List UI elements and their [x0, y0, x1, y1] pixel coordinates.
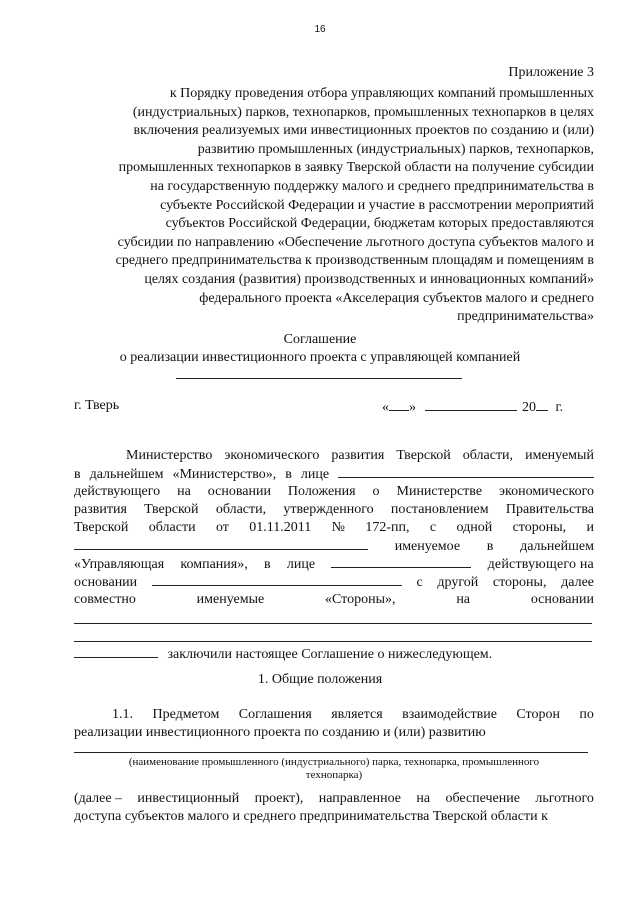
word: области [148, 520, 196, 535]
agreement-subtitle: о реализации инвестиционного проекта с управляющей компанией [119, 350, 521, 365]
date-month-blank [425, 398, 517, 411]
word: далее [561, 575, 594, 590]
appendix-line: субсидии по направлению «Обеспечение льготного доступа субъектов малого и [117, 234, 594, 250]
date-day-blank [389, 398, 409, 411]
word: 1.1. [112, 707, 133, 722]
basis-document-blank [74, 629, 592, 642]
word: совместно [74, 592, 136, 607]
word: в [264, 557, 271, 572]
text-line: реализации инвестиционного проекта по созданию и (или) развитию [74, 725, 486, 740]
word: стороны, [492, 575, 547, 590]
text-line [74, 555, 594, 573]
date-line [382, 398, 563, 416]
word: основании [530, 592, 594, 607]
concluding-phrase: заключили настоящее Соглашение о нижеследующем. [167, 647, 493, 662]
word: по [579, 707, 594, 722]
word: стороны, [512, 520, 567, 535]
word: дальнейшем [520, 539, 594, 554]
word: Тверской [74, 520, 129, 535]
word: 172-пп, [365, 520, 410, 535]
preamble [74, 447, 594, 663]
appendix-line: федерального проекта «Акселерация субъектов малого и среднего [199, 290, 594, 306]
word: Предметом [152, 707, 220, 722]
word: с [429, 520, 437, 535]
word: «Министерство», [172, 467, 277, 482]
word: в [486, 539, 494, 554]
word: на [416, 791, 431, 806]
text-line [74, 591, 594, 609]
word: действующего [74, 484, 161, 499]
text-line [74, 645, 594, 663]
word: лице [286, 557, 316, 572]
word: лице [300, 467, 330, 482]
appendix-text [74, 85, 594, 327]
word: инвестиционный [137, 791, 240, 806]
basis-blank [152, 573, 402, 586]
word: основании [207, 484, 271, 499]
appendix-line: целях создания (развития) производственных и инновационных компаний» [144, 271, 594, 287]
word: с [416, 575, 423, 590]
word: Положения [287, 484, 356, 499]
text-line [74, 501, 594, 519]
blank-line [74, 609, 594, 627]
word: и [586, 520, 594, 535]
word: экономического [224, 448, 320, 463]
appendix-line: на государственную поддержку малого и среднего предпринимательства в [150, 178, 594, 194]
word: Министерство [126, 448, 213, 463]
date-year-blank [536, 398, 548, 411]
agreement-title: Соглашение [283, 332, 357, 347]
word: проект), [254, 791, 304, 806]
word: в [74, 467, 81, 482]
word: именуемый [525, 448, 594, 463]
blank-line [74, 627, 594, 645]
appendix-line: к Порядку проведения отбора управляющих компаний промышленных [169, 86, 594, 101]
appendix-line: субъектов Российской Федерации, бюджетам которых предоставляются [165, 216, 594, 232]
word: основании [74, 575, 138, 590]
word: постановлением [390, 502, 489, 517]
word: области, [462, 448, 514, 463]
word: на [456, 592, 471, 607]
text-line [74, 483, 594, 501]
word: на [177, 484, 191, 499]
appendix-line: включения реализуемых ими инвестиционных проектов по созданию и (или) [133, 123, 594, 139]
word: «Управляющая [74, 557, 165, 572]
appendix-line: среднего предпринимательства к производственным площадям и помещениям в [115, 253, 594, 269]
word: развития [331, 448, 385, 463]
basis-document-blank [74, 611, 592, 624]
appendix-line: промышленных технопарков в заявку Тверской области на получение субсидии [118, 160, 594, 176]
text-line [74, 447, 594, 465]
word: Тверской [144, 502, 199, 517]
basis-document-blank [74, 645, 158, 658]
word: развития [74, 502, 127, 517]
word: в [285, 467, 292, 482]
word: обеспечение [445, 791, 520, 806]
page-number: 16 [314, 24, 326, 35]
date-year-suffix: г. [555, 400, 564, 415]
word: именуемое [394, 539, 461, 554]
text-line: доступа субъектов малого и среднего предпринимательства Тверской области к [74, 809, 548, 824]
agreement-number-blank [176, 378, 462, 379]
word: компания», [180, 557, 248, 572]
company-name-blank [74, 537, 368, 550]
word: именуемые [196, 592, 265, 607]
section-1-title: 1. Общие положения [257, 672, 383, 687]
word: Сторон [516, 707, 560, 722]
appendix-line: развитию промышленных (индустриальных) парков, технопарков, [197, 141, 594, 157]
word: Правительства [505, 502, 594, 517]
appendix-line: предпринимательства» [457, 309, 594, 325]
word: от [215, 520, 229, 535]
caption-line: (наименование промышленного (индустриального) парка, технопарка, промышленного [128, 756, 540, 768]
text-line [74, 706, 594, 724]
text-line [74, 573, 594, 591]
company-representative-blank [331, 555, 471, 568]
word: (далее – [74, 791, 123, 806]
word: дальнейшем [89, 467, 164, 482]
word: № [331, 520, 345, 535]
appendix-line: субъекте Российской Федерации и участие в рассмотрении мероприятий [160, 197, 594, 213]
word: «Стороны», [325, 592, 396, 607]
text-line [74, 537, 594, 555]
text-line [74, 790, 594, 808]
word: утвержденного [283, 502, 374, 517]
appendix-line: (индустриальных) парков, технопарков, промышленных технопарков в целях [132, 104, 594, 120]
word: другой [437, 575, 479, 590]
word: области, [215, 502, 267, 517]
text-line [74, 519, 594, 537]
word: взаимодействие [402, 707, 497, 722]
word: 01.11.2011 [249, 520, 312, 535]
word: льготного [535, 791, 594, 806]
word: Тверской [396, 448, 451, 463]
word: о [372, 484, 380, 499]
section-1-paragraph [74, 706, 594, 742]
park-name-caption [74, 756, 594, 782]
word: Соглашения [238, 707, 312, 722]
place: г. Тверь [74, 398, 120, 413]
section-1-continuation [74, 790, 594, 826]
date-close-quote: » [409, 400, 416, 415]
word: экономического [499, 484, 594, 499]
park-name-blank [74, 752, 588, 753]
word: направленное [318, 791, 401, 806]
word: Министерстве [396, 484, 483, 499]
caption-line: технопарка) [305, 769, 363, 781]
date-open-quote: « [382, 400, 389, 415]
text-line [74, 465, 594, 483]
word: действующего на [487, 557, 594, 572]
word: является [331, 707, 383, 722]
representative-blank [338, 465, 594, 478]
date-year-prefix: 20 [522, 400, 536, 415]
appendix-title: Приложение 3 [508, 65, 594, 80]
word: одной [456, 520, 493, 535]
